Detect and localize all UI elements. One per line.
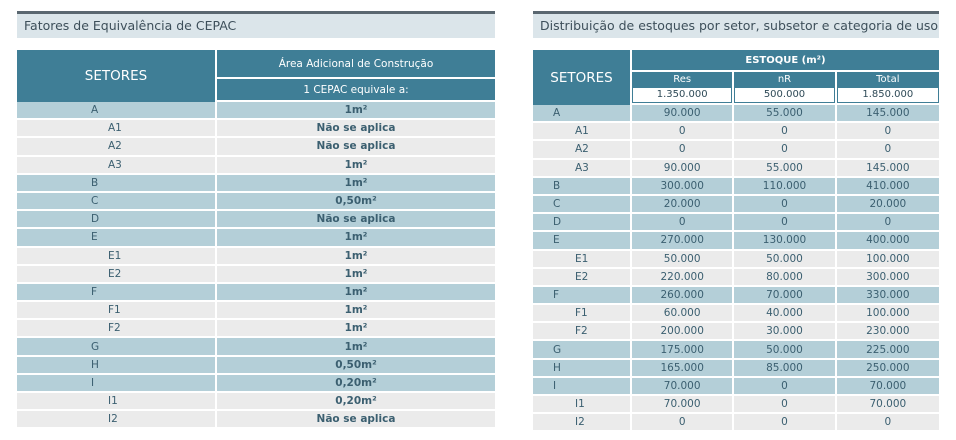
table-row (533, 341, 939, 359)
sector-cell: F (533, 287, 632, 305)
cepac-factors-body (17, 102, 495, 429)
total-cell: 70.000 (837, 378, 939, 396)
table-row (17, 211, 495, 229)
estoque-header: ESTOQUE (m²) (632, 50, 939, 72)
sector-cell: A1 (533, 123, 632, 141)
col-total-header: Total (837, 72, 939, 87)
res-cell: 0 (632, 214, 734, 232)
total-cell: 0 (837, 414, 939, 432)
sector-cell: B (533, 178, 632, 196)
equivalence-cell: 1m² (217, 175, 495, 193)
table-row (533, 178, 939, 196)
stock-distribution-body (533, 105, 939, 432)
sector-cell: F (17, 284, 217, 302)
equivalence-cell: 0,50m² (217, 357, 495, 375)
nr-cell: 0 (734, 378, 836, 396)
table-row (17, 320, 495, 338)
nr-cell: 55.000 (734, 160, 836, 178)
panel-title: Distribuição de estoques por setor, subsetor e categoria de uso (533, 14, 939, 38)
sector-cell: A3 (533, 160, 632, 178)
total-cell: 145.000 (837, 105, 939, 123)
sector-cell: F2 (17, 320, 217, 338)
stock-distribution-table (533, 50, 939, 432)
res-cell: 90.000 (632, 160, 734, 178)
table-row (17, 284, 495, 302)
sector-cell: E (533, 232, 632, 250)
total-cell: 100.000 (837, 251, 939, 269)
equivalence-cell: 1m² (217, 266, 495, 284)
res-cell: 175.000 (632, 341, 734, 359)
equivalence-cell: 1m² (217, 302, 495, 320)
total-cell: 230.000 (837, 323, 939, 341)
col-nr-header: nR (734, 72, 836, 87)
total-cell: 0 (837, 123, 939, 141)
sector-cell: A2 (17, 138, 217, 156)
nr-cell: 130.000 (734, 232, 836, 250)
table-row (17, 175, 495, 193)
total-cell: 300.000 (837, 269, 939, 287)
res-cell: 220.000 (632, 269, 734, 287)
nr-cell: 50.000 (734, 341, 836, 359)
col-res-header: Res (632, 72, 734, 87)
total-cell: 0 (837, 214, 939, 232)
sector-cell: F1 (533, 305, 632, 323)
equivale-header: 1 CEPAC equivale a: (217, 79, 495, 102)
total-nr-cell (734, 87, 836, 105)
total-res-value: 1.350.000 (632, 87, 732, 103)
sector-cell: E1 (17, 248, 217, 266)
nr-cell: 0 (734, 141, 836, 159)
area-header: Área Adicional de Construção (217, 50, 495, 79)
sector-cell: I1 (533, 396, 632, 414)
total-cell: 225.000 (837, 341, 939, 359)
sector-cell: H (533, 360, 632, 378)
nr-cell: 55.000 (734, 105, 836, 123)
nr-cell: 0 (734, 214, 836, 232)
sector-cell: I (17, 375, 217, 393)
sector-cell: E1 (533, 251, 632, 269)
sector-cell: F2 (533, 323, 632, 341)
total-cell: 145.000 (837, 160, 939, 178)
res-cell: 50.000 (632, 251, 734, 269)
sector-cell: B (17, 175, 217, 193)
total-cell: 410.000 (837, 178, 939, 196)
table-row (533, 396, 939, 414)
table-row (17, 248, 495, 266)
sector-cell: E (17, 229, 217, 247)
total-res-cell (632, 87, 734, 105)
total-cell: 70.000 (837, 396, 939, 414)
res-cell: 60.000 (632, 305, 734, 323)
equivalence-cell: 1m² (217, 338, 495, 356)
panel-title: Fatores de Equivalência de CEPAC (17, 14, 495, 38)
table-row (17, 393, 495, 411)
res-cell: 270.000 (632, 232, 734, 250)
total-cell: 330.000 (837, 287, 939, 305)
res-cell: 260.000 (632, 287, 734, 305)
table-row (17, 138, 495, 156)
table-row (533, 251, 939, 269)
nr-cell: 0 (734, 396, 836, 414)
table-row (533, 323, 939, 341)
res-cell: 70.000 (632, 378, 734, 396)
res-cell: 20.000 (632, 196, 734, 214)
nr-cell: 30.000 (734, 323, 836, 341)
res-cell: 0 (632, 123, 734, 141)
sector-cell: C (17, 193, 217, 211)
total-cell: 250.000 (837, 360, 939, 378)
equivalence-cell: 1m² (217, 248, 495, 266)
equivalence-cell: 0,20m² (217, 393, 495, 411)
nr-cell: 50.000 (734, 251, 836, 269)
table-row (17, 375, 495, 393)
sector-cell: D (17, 211, 217, 229)
setores-header: SETORES (533, 50, 632, 105)
res-cell: 0 (632, 414, 734, 432)
nr-cell: 0 (734, 123, 836, 141)
nr-cell: 80.000 (734, 269, 836, 287)
total-nr-value: 500.000 (734, 87, 834, 103)
res-cell: 200.000 (632, 323, 734, 341)
sector-cell: C (533, 196, 632, 214)
sector-cell: E2 (533, 269, 632, 287)
res-cell: 300.000 (632, 178, 734, 196)
table-row (533, 141, 939, 159)
equivalence-cell: 1m² (217, 157, 495, 175)
sector-cell: A2 (533, 141, 632, 159)
equivalence-cell: 1m² (217, 229, 495, 247)
sector-cell: F1 (17, 302, 217, 320)
table-row (533, 269, 939, 287)
table-row (17, 357, 495, 375)
cepac-factors-table (17, 50, 495, 429)
total-cell: 100.000 (837, 305, 939, 323)
res-cell: 165.000 (632, 360, 734, 378)
sector-cell: I2 (17, 411, 217, 429)
table-row (17, 157, 495, 175)
equivalence-cell: Não se aplica (217, 138, 495, 156)
table-row (17, 411, 495, 429)
equivalence-cell: 1m² (217, 320, 495, 338)
total-cell: 400.000 (837, 232, 939, 250)
table-row (533, 160, 939, 178)
table-row (17, 302, 495, 320)
table-row (17, 193, 495, 211)
stock-distribution-panel (533, 11, 939, 432)
nr-cell: 110.000 (734, 178, 836, 196)
setores-header: SETORES (17, 50, 217, 102)
total-cell: 0 (837, 141, 939, 159)
sector-cell: I2 (533, 414, 632, 432)
nr-cell: 40.000 (734, 305, 836, 323)
equivalence-cell: Não se aplica (217, 411, 495, 429)
res-cell: 70.000 (632, 396, 734, 414)
res-cell: 90.000 (632, 105, 734, 123)
sector-cell: E2 (17, 266, 217, 284)
cepac-factors-panel (17, 11, 495, 429)
nr-cell: 0 (734, 414, 836, 432)
sector-cell: A (17, 102, 217, 120)
table-row (533, 105, 939, 123)
total-total-value: 1.850.000 (837, 87, 939, 103)
sector-cell: I (533, 378, 632, 396)
sector-cell: A3 (17, 157, 217, 175)
equivalence-cell: Não se aplica (217, 120, 495, 138)
table-row (533, 305, 939, 323)
sector-cell: G (533, 341, 632, 359)
table-row (17, 266, 495, 284)
table-row (17, 102, 495, 120)
nr-cell: 85.000 (734, 360, 836, 378)
equivalence-cell: 0,20m² (217, 375, 495, 393)
table-row (533, 287, 939, 305)
table-row (17, 120, 495, 138)
total-cell: 20.000 (837, 196, 939, 214)
table-row (533, 214, 939, 232)
table-row (533, 196, 939, 214)
table-row (533, 123, 939, 141)
nr-cell: 70.000 (734, 287, 836, 305)
table-row (533, 414, 939, 432)
nr-cell: 0 (734, 196, 836, 214)
sector-cell: I1 (17, 393, 217, 411)
sector-cell: H (17, 357, 217, 375)
table-row (17, 229, 495, 247)
equivalence-cell: 0,50m² (217, 193, 495, 211)
total-total-cell (837, 87, 939, 105)
res-cell: 0 (632, 141, 734, 159)
sector-cell: A1 (17, 120, 217, 138)
table-row (533, 360, 939, 378)
table-row (533, 232, 939, 250)
sector-cell: G (17, 338, 217, 356)
equivalence-cell: 1m² (217, 284, 495, 302)
sector-cell: A (533, 105, 632, 123)
table-row (533, 378, 939, 396)
sector-cell: D (533, 214, 632, 232)
equivalence-cell: 1m² (217, 102, 495, 120)
equivalence-cell: Não se aplica (217, 211, 495, 229)
table-row (17, 338, 495, 356)
